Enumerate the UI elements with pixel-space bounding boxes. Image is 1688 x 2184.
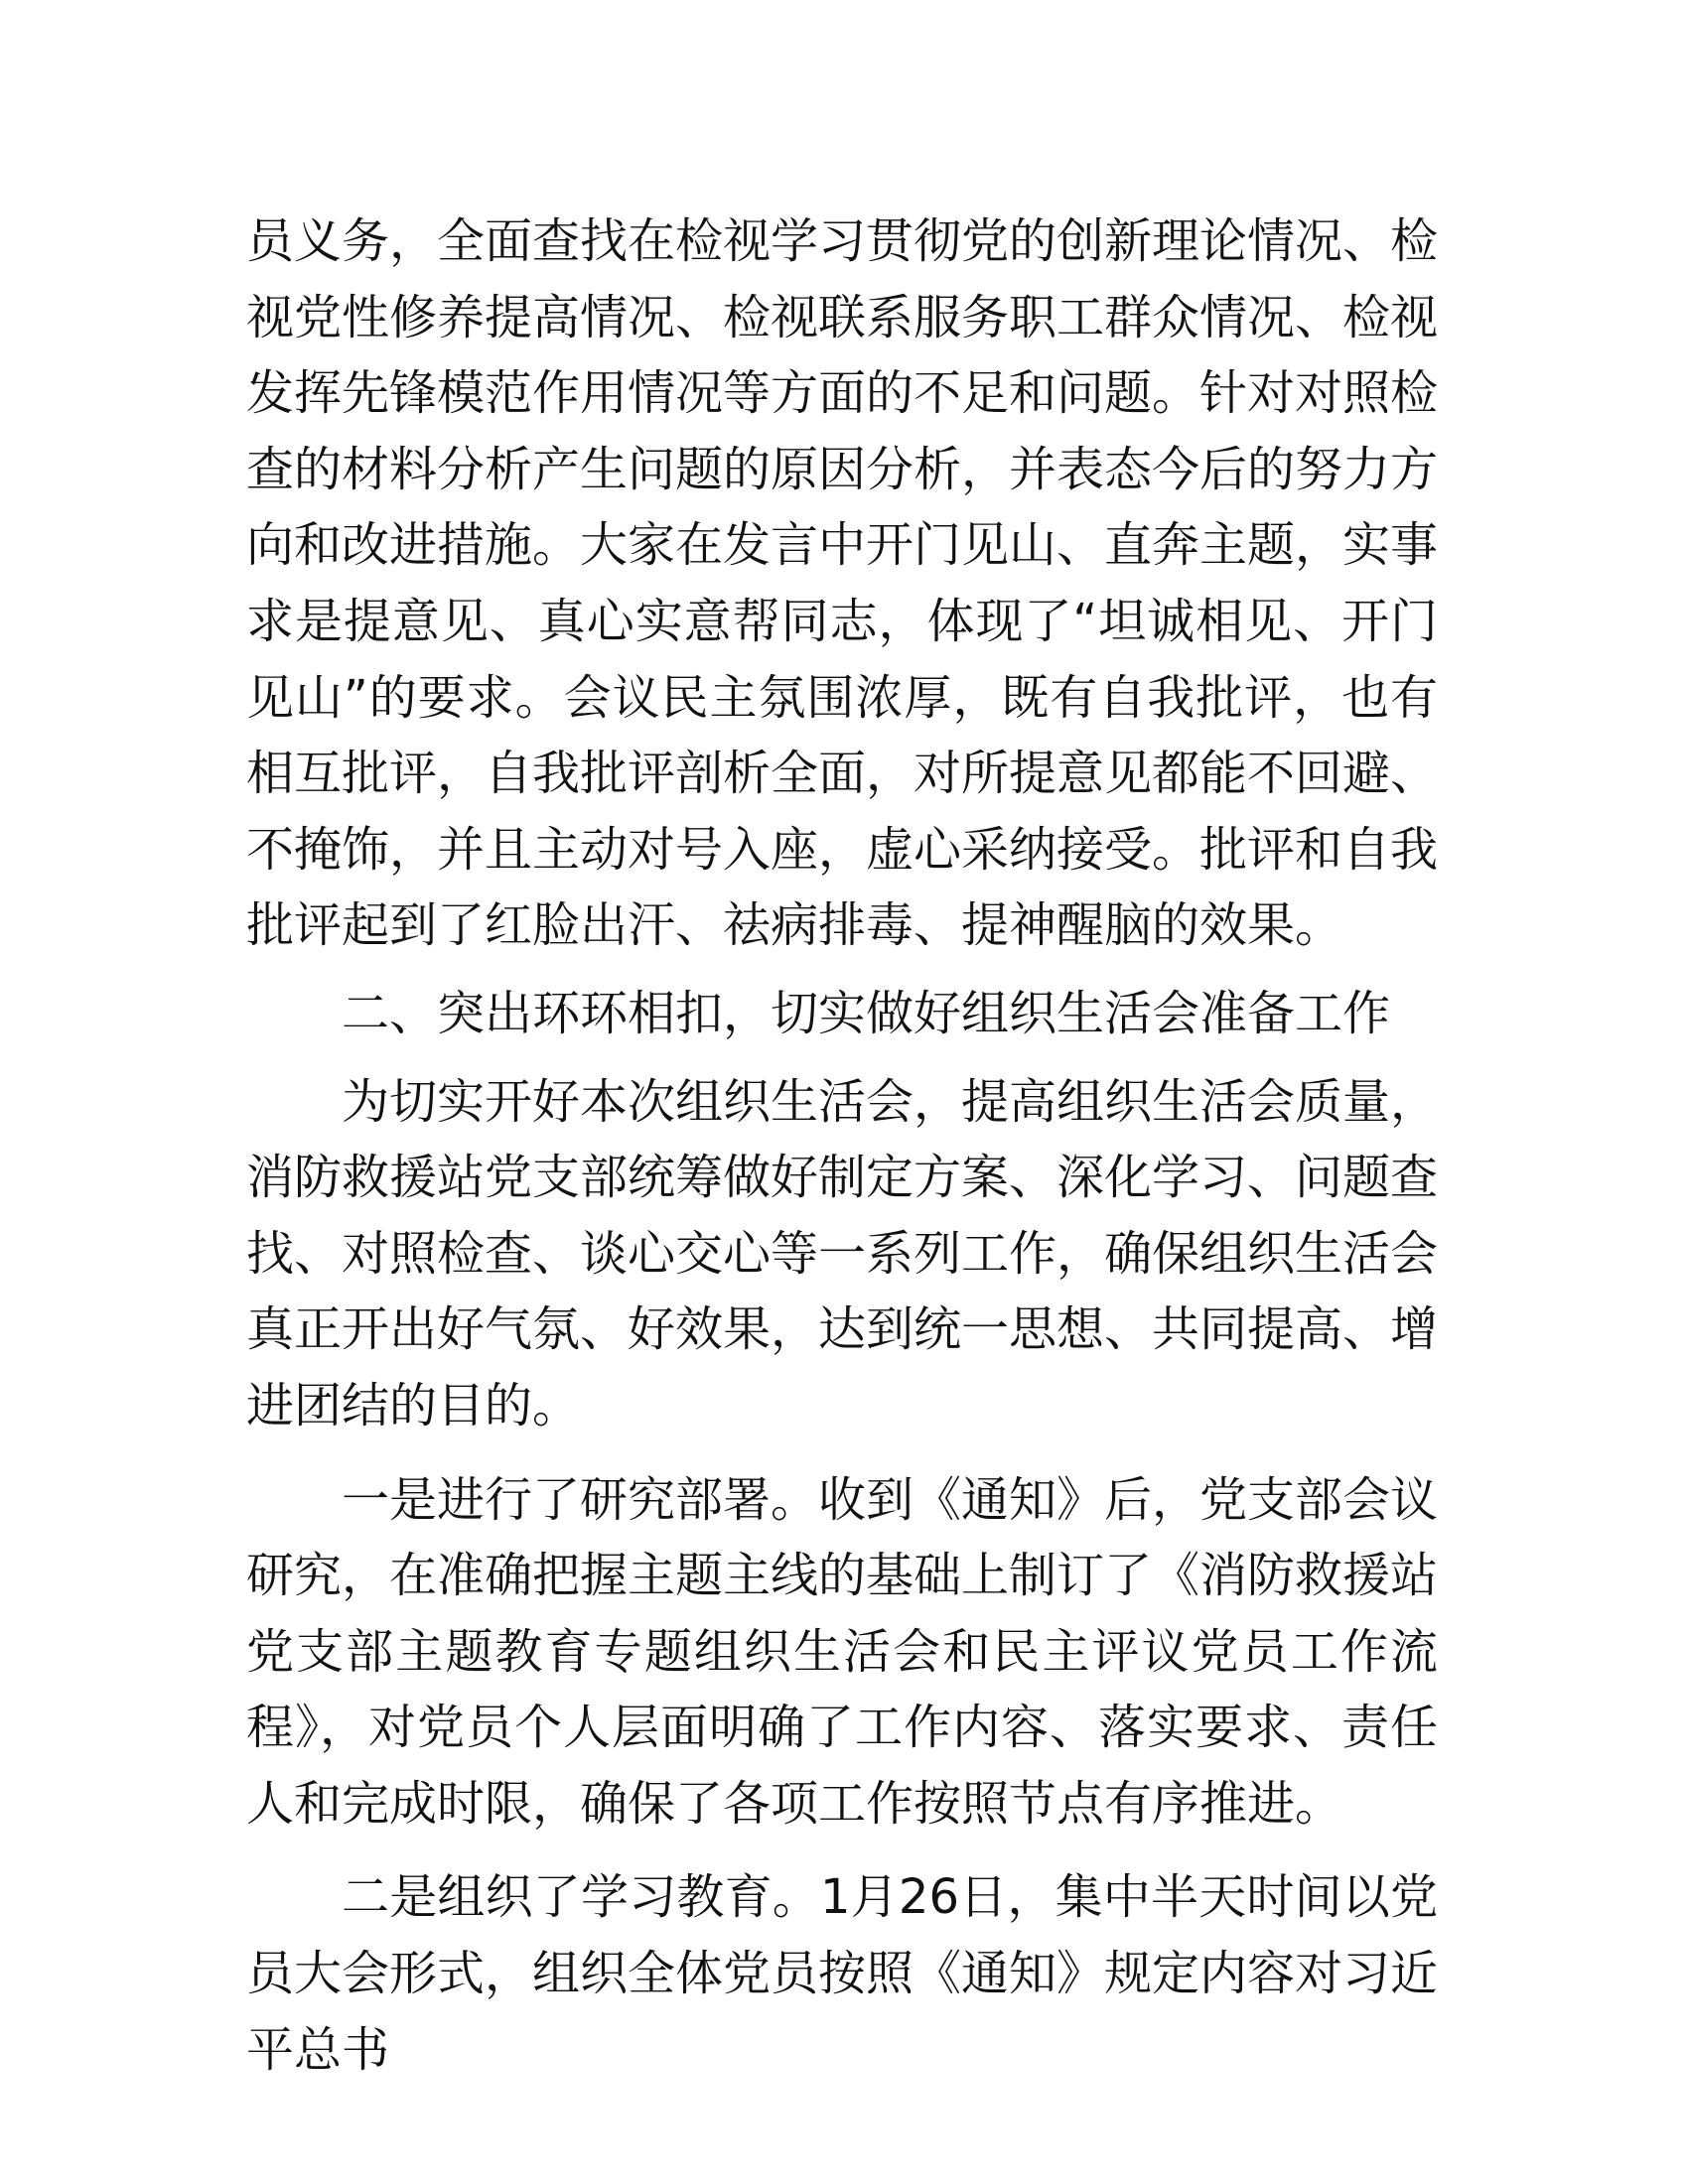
paragraph-study-education: 二是组织了学习教育。1月26日，集中半天时间以党员大会形式，组织全体党员按照《通知》规定内容对习近平总书 xyxy=(246,1869,1439,2078)
paragraph-continued: 员义务，全面查找在检视学习贯彻党的创新理论情况、检视党性修养提高情况、检视联系服务职工群众情况、检视发挥先锋模范作用情况等方面的不足和问题。针对对照检查的材料分析产生问题的原因分析，并表态今后的努力方向和改进措施。大家在发言中开门见山、直奔主题，实事求是提意见、真心实意帮同志，体现了“坦诚相见、开门见山”的要求。会议民主氛围浓厚，既有自我批评，也有相互批评，自我批评剖析全面，对所提意见都能不回避、不掩饰，并且主动对号入座，虚心采纳接受。批评和自我批评起到了红脸出汗、祛病排毒、提神醒脑的效果。 xyxy=(246,213,1439,954)
paragraph-intro: 为切实开好本次组织生活会，提高组织生活会质量，消防救援站党支部统筹做好制定方案、深化学习、问题查找、对照检查、谈心交心等一系列工作，确保组织生活会真正开出好气氛、好效果，达到统一思想、共同提高、增进团结的目的。 xyxy=(246,1073,1439,1433)
document-body xyxy=(246,204,1438,2088)
section-heading: 二、突出环环相扣，切实做好组织生活会准备工作 xyxy=(342,985,1391,1041)
paragraph-research-deployment: 一是进行了研究部署。收到《通知》后，党支部会议研究，在准确把握主题主线的基础上制订了《消防救援站党支部主题教育专题组织生活会和民主评议党员工作流程》，对党员个人层面明确了工作内容、落实要求、责任人和完成时限，确保了各项工作按照节点有序推进。 xyxy=(246,1471,1439,1832)
